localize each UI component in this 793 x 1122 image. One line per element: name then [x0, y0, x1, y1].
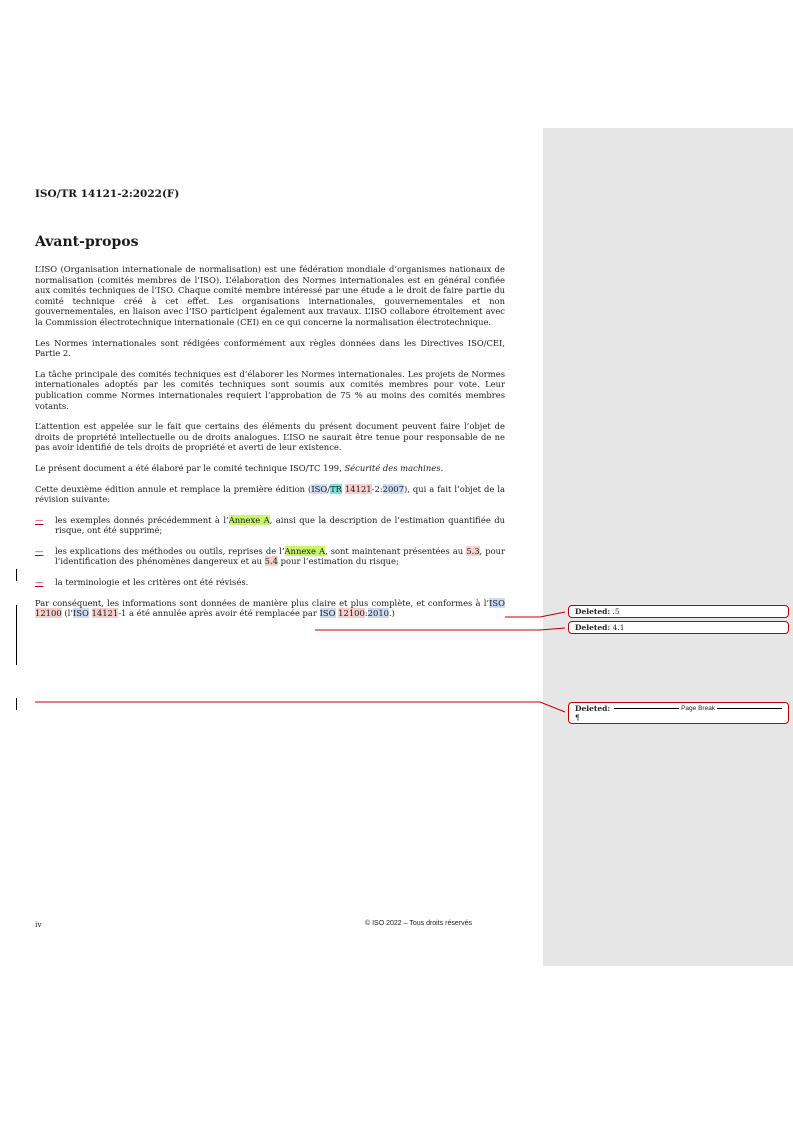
- section-heading: Avant-propos: [35, 234, 139, 250]
- ref-field[interactable]: 12100: [338, 608, 365, 619]
- ref-field[interactable]: 2010: [367, 608, 389, 619]
- ref-field[interactable]: ISO: [319, 608, 336, 619]
- list-item: — la terminologie et les critères ont été révisés.: [35, 577, 249, 588]
- annex-link[interactable]: Annexe A: [284, 545, 326, 556]
- document-body: [35, 264, 505, 629]
- committee-title: Sécurité des machines: [344, 462, 441, 473]
- paragraph: Cette deuxième édition annule et remplace la première édition (ISO/TR 14121-2:2007), qui a fait l’objet de la révision suivante:: [35, 483, 505, 505]
- ref-field[interactable]: 14121: [91, 608, 119, 619]
- list-dash: —: [35, 577, 44, 588]
- list-dash: —: [35, 545, 44, 556]
- list-item: — les explications des méthodes ou outils, reprises de l’Annexe A, sont maintenant présentées au 5.3, pour l’identification des phénomènes dangereux et au 5.4 pour l’estimation du risque;: [35, 545, 506, 567]
- annex-link[interactable]: Annexe A: [228, 514, 270, 525]
- list-item: — les exemples donnés précédemment à l’Annexe A, ainsi que la description de l’estimation quantifiée du risque, ont été supprimé;: [35, 514, 505, 536]
- change-bar: [16, 569, 17, 581]
- paragraph: Les Normes internationales sont rédigées conformément aux règles données dans les Directives ISO/CEI, Partie 2.: [35, 337, 505, 359]
- clause-link[interactable]: 5.4: [264, 556, 278, 567]
- paragraph: L’attention est appelée sur le fait que certains des éléments du présent document peuvent faire l’objet de droits de propriété intellectuelle ou de droits analogues. L’ISO ne saurait être tenue pour responsable de ne pas avoir identifié de tels droits de propriété et averti de leur existence.: [35, 421, 505, 453]
- ref-field[interactable]: ISO: [489, 597, 505, 608]
- paragraph: La tâche principale des comités techniques est d’élaborer les Normes internationales. Les projets de Normes internationales adoptés par les comités techniques sont soumis aux comités membres pour vote. Leur publication comme Normes internationales requiert l’approbation de 75 % au moins des comités membres votants.: [35, 368, 505, 411]
- list-dash: —: [35, 514, 44, 525]
- deleted-comment-balloon[interactable]: Deleted: 4.1: [568, 621, 789, 634]
- change-bar: [16, 698, 17, 710]
- ref-field[interactable]: ISO: [72, 608, 89, 619]
- paragraph: L’ISO (Organisation internationale de normalisation) est une fédération mondiale d’organismes nationaux de normalisation (comités membres de l’ISO). L’élaboration des Normes internationales est en général confiée aux comités techniques de l’ISO. Chaque comité membre intéressé par une étude a le droit de faire partie du comité technique créé à cet effet. Les organisations internationales, gouvernementales et non gouvernementales, en liaison avec l’ISO participent également aux travaux. L’ISO collabore étroitement avec la Commission électrotechnique internationale (CEI) en ce qui concerne la normalisation électrotechnique.: [35, 264, 505, 327]
- change-bar: [16, 605, 17, 665]
- page-break-marker: Deleted: Page Break: [575, 704, 782, 713]
- ref-field[interactable]: TR: [330, 483, 342, 494]
- page-number: iv: [35, 920, 42, 929]
- pilcrow: ¶: [575, 713, 580, 722]
- ref-field[interactable]: ISO: [311, 483, 328, 494]
- ref-field[interactable]: 12100: [35, 608, 62, 619]
- ref-field[interactable]: 14121: [344, 483, 372, 494]
- paragraph: Le présent document a été élaboré par le comité technique ISO/TC 199, Sécurité des machines.: [35, 462, 444, 473]
- document-reference: ISO/TR 14121-2:2022(F): [35, 188, 180, 200]
- deleted-comment-balloon[interactable]: [568, 702, 789, 724]
- paragraph: Par conséquent, les informations sont données de manière plus claire et plus complète, et conformes à l’ISO 12100 (l’ISO 14121-1 a été annulée après avoir été remplacée par ISO 12100:2010.): [35, 597, 505, 619]
- clause-link[interactable]: 5.3: [466, 545, 480, 556]
- copyright-notice: © ISO 2022 – Tous droits réservés: [365, 920, 472, 927]
- deleted-comment-balloon[interactable]: Deleted: .5: [568, 605, 789, 618]
- ref-field[interactable]: 2007: [382, 483, 404, 494]
